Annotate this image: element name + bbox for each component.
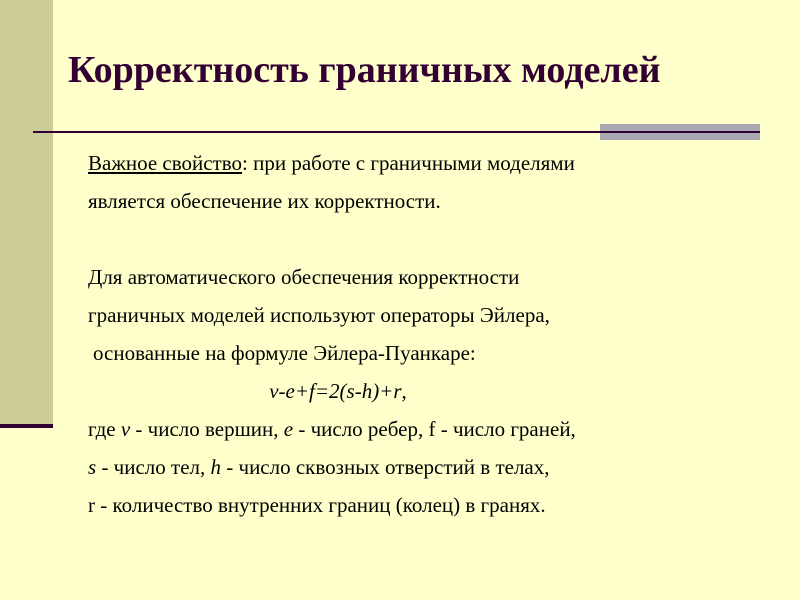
formula-trailing: , — [401, 379, 407, 403]
legend-line2 — [88, 448, 788, 486]
slide-title: Корректность граничных моделей — [68, 49, 661, 91]
symbol-s: s — [88, 455, 97, 479]
legend-line3: r - количество внутренних границ (колец) в гранях. — [88, 493, 546, 517]
legend-v-text: - число вершин, — [130, 417, 284, 441]
legend-e-text: - число ребер, f - число граней, — [293, 417, 576, 441]
symbol-h: h — [210, 455, 222, 479]
paragraph1-line2: является обеспечение их корректности. — [88, 189, 441, 213]
symbol-v: v — [120, 417, 131, 441]
paragraph2-line3: основанные на формуле Эйлера-Пуанкаре: — [93, 341, 476, 365]
paragraph1-line1 — [88, 144, 788, 182]
legend-prefix: где — [88, 417, 121, 441]
formula-expression: v-e+f=2(s-h)+r — [269, 379, 402, 403]
paragraph2-line2: граничных моделей используют операторы Эйлера, — [88, 303, 550, 327]
paragraph2-line1: Для автоматического обеспечения корректности — [88, 265, 520, 289]
key-term: Важное свойство — [88, 151, 243, 175]
blank-line — [88, 220, 788, 258]
left-accent-bar — [0, 0, 53, 424]
legend-h-text: - число сквозных отверстий в телах, — [221, 455, 550, 479]
title-rule-accent-line — [600, 131, 760, 133]
left-accent-bar-underline — [0, 424, 53, 428]
euler-poincare-formula — [88, 372, 588, 410]
paragraph1-line1-text: : при работе с граничными моделями — [242, 151, 575, 175]
legend-s-text: - число тел, — [96, 455, 211, 479]
legend-line1 — [88, 410, 788, 448]
slide-body — [88, 144, 788, 524]
symbol-e: e — [283, 417, 294, 441]
